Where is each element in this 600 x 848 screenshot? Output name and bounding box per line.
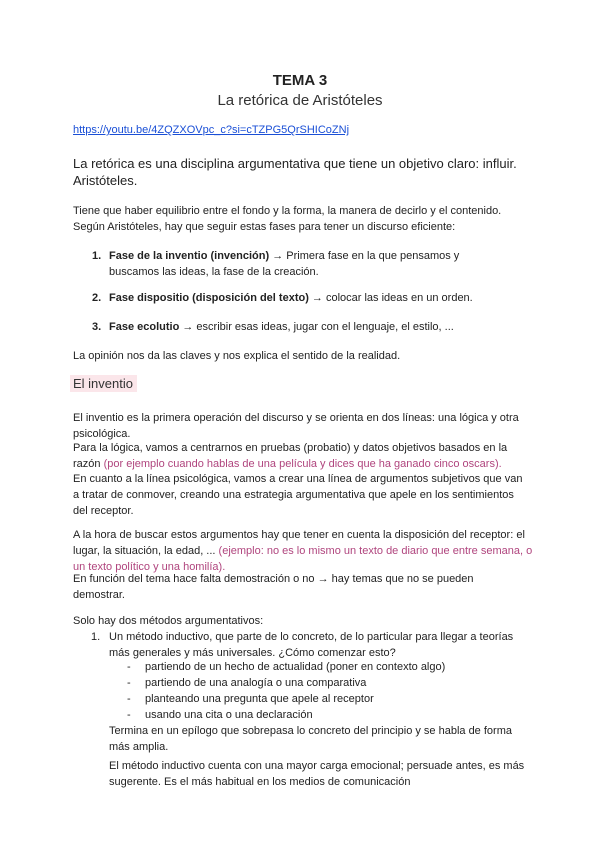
inventio-paragraph-1: El inventio es la primera operación del discurso y se orienta en dos líneas: una lógica y otra psicológica. — [73, 412, 519, 440]
phase-title: Fase de la inventio (invención) — [109, 250, 270, 262]
dash-marker: - — [127, 693, 131, 705]
phase-description: → colocar las ideas en un orden. — [308, 292, 473, 304]
bullet-text: usando una cita o una declaración — [145, 709, 313, 721]
method-epilogue: Termina en un epílogo que sobrepasa lo concreto del principio y se habla de forma más amplia. — [109, 725, 512, 753]
phase-title: Fase ecolutio — [109, 321, 180, 333]
demonstration-paragraph: En función del tema hace falta demostración o no → hay temas que no se pueden demostrar. — [73, 573, 474, 601]
bullet-item — [127, 691, 507, 707]
bullet-text: partiendo de una analogía o una comparativa — [145, 677, 367, 689]
lead-paragraph: La retórica es una disciplina argumentativa que tiene un objetivo claro: influir. Aristóteles. — [73, 156, 517, 188]
dash-marker: - — [127, 661, 131, 673]
phase-item-1 — [92, 248, 512, 280]
bullet-item — [127, 707, 507, 723]
opinion-paragraph: La opinión nos da las claves y nos explica el sentido de la realidad. — [73, 350, 401, 362]
bullet-item — [127, 675, 507, 691]
methods-intro: Solo hay dos métodos argumentativos: — [73, 615, 264, 627]
phase-number: 2. — [92, 292, 102, 304]
phase-description: → Primera fase en la que pensamos y buscamos las ideas, la fase de la creación. — [109, 250, 460, 278]
youtube-link[interactable]: https://youtu.be/4ZQZXOVpc_c?si=cTZPG5QrSHICoZNj — [73, 124, 350, 136]
bullet-text: partiendo de un hecho de actualidad (poner en contexto algo) — [145, 661, 446, 673]
page-subtitle: La retórica de Aristóteles — [217, 92, 383, 109]
bullet-item — [127, 659, 507, 675]
page-title: TEMA 3 — [272, 72, 328, 89]
phase-item-2 — [92, 290, 522, 306]
method-text: Un método inductivo, que parte de lo concreto, de lo particular para llegar a teorías más generales y más universales. ¿Cómo comenzar esto? — [109, 631, 514, 659]
phase-number: 1. — [92, 250, 102, 262]
method-item-1 — [91, 629, 521, 661]
method-emotional-note: El método inductivo cuenta con una mayor carga emocional; persuade antes, es más sugerente. Es el más habitual en los medios de comunicación — [109, 760, 525, 788]
receptor-example: (ejemplo: no es lo mismo un texto de diario que entre semana, o un texto político y una homilía). — [73, 545, 533, 573]
phase-item-3 — [92, 319, 522, 335]
dash-marker: - — [127, 677, 131, 689]
intro-paragraph: Tiene que haber equilibrio entre el fondo y la forma, la manera de decirlo y el contenido. Según Aristóteles, hay que seguir estas fases para tener un discurso eficiente: — [73, 205, 502, 233]
section-heading: El inventio — [70, 375, 137, 392]
logic-text: Para la lógica, vamos a centrarnos en pruebas (probatio) y datos objetivos basados en la razón — [73, 442, 508, 470]
phase-number: 3. — [92, 321, 102, 333]
method-number: 1. — [91, 631, 101, 643]
example-text: (por ejemplo cuando hablas de una película y dices que ha ganado cinco oscars). — [103, 458, 502, 470]
inventio-paragraph-2 — [73, 440, 519, 472]
inventio-paragraph-3: En cuanto a la línea psicológica, vamos a crear una línea de argumentos subjetivos que van a tratar de conmover, creando una estrategia argumentativa que apele en los sentimientos del receptor. — [73, 473, 523, 517]
phase-description: → escribir esas ideas, jugar con el lenguaje, el estilo, ... — [179, 321, 454, 333]
dash-marker: - — [127, 709, 131, 721]
receptor-text: A la hora de buscar estos argumentos hay que tener en cuenta la disposición del receptor: el lugar, la situación, la edad, ... — [73, 529, 525, 557]
receptor-paragraph — [73, 527, 533, 575]
phase-title: Fase dispositio (disposición del texto) — [109, 292, 309, 304]
bullet-text: planteando una pregunta que apele al receptor — [145, 693, 374, 705]
